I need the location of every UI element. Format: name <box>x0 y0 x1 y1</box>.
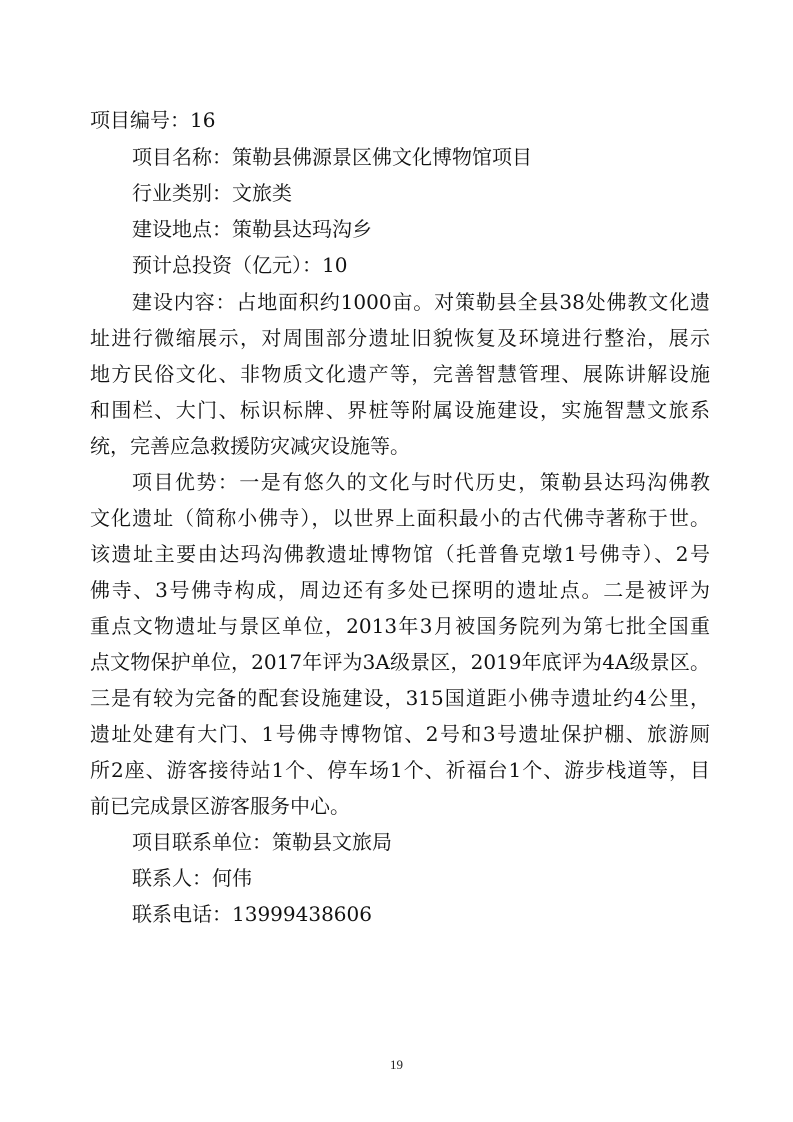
contact-unit: 项目联系单位：策勒县文旅局 <box>132 830 392 854</box>
project-advantage-line: 佛寺、3号佛寺构成，周边还有多处已探明的遗址点。二是被评为 <box>90 578 710 602</box>
project-number: 项目编号：16 <box>90 108 216 132</box>
project-name: 项目名称：策勒县佛源景区佛文化博物馆项目 <box>132 145 532 169</box>
construction-content-line: 和围栏、大门、标识标牌、界桩等附属设施建设，实施智慧文旅系 <box>90 398 710 422</box>
project-advantage-line: 三是有较为完备的配套设施建设，315国道距小佛寺遗址约4公里， <box>90 686 710 710</box>
estimated-investment: 预计总投资（亿元）：10 <box>132 253 348 277</box>
page-number: 19 <box>390 1057 403 1072</box>
project-advantage-line: 重点文物遗址与景区单位，2013年3月被国务院列为第七批全国重 <box>90 614 710 638</box>
project-advantage-line: 所2座、游客接待站1个、停车场1个、祈福台1个、游步栈道等，目 <box>90 758 710 782</box>
construction-content-line: 地方民俗文化、非物质文化遗产等，完善智慧管理、展陈讲解设施 <box>90 362 710 386</box>
construction-content-line: 统，完善应急救援防灾减灾设施等。 <box>90 434 410 458</box>
project-advantage-line: 遗址处建有大门、1号佛寺博物馆、2号和3号遗址保护棚、旅游厕 <box>90 722 710 746</box>
project-advantage-line: 前已完成景区游客服务中心。 <box>90 794 350 818</box>
project-advantage-line: 项目优势：一是有悠久的文化与时代历史，策勒县达玛沟佛教 <box>132 470 710 494</box>
industry-category: 行业类别：文旅类 <box>132 181 292 205</box>
project-advantage-line: 文化遗址（简称小佛寺），以世界上面积最小的古代佛寺著称于世。 <box>90 506 710 530</box>
contact-phone: 联系电话：13999438606 <box>132 902 372 926</box>
project-advantage-line: 点文物保护单位，2017年评为3A级景区，2019年底评为4A级景区。 <box>90 650 710 674</box>
contact-person: 联系人：何伟 <box>132 866 252 890</box>
construction-content-line: 建设内容：占地面积约1000亩。对策勒县全县38处佛教文化遗 <box>132 290 710 314</box>
construction-content-line: 址进行微缩展示，对周围部分遗址旧貌恢复及环境进行整治，展示 <box>90 326 710 350</box>
construction-location: 建设地点：策勒县达玛沟乡 <box>132 217 372 241</box>
project-advantage-line: 该遗址主要由达玛沟佛教遗址博物馆（托普鲁克墩1号佛寺）、2号 <box>90 542 710 566</box>
